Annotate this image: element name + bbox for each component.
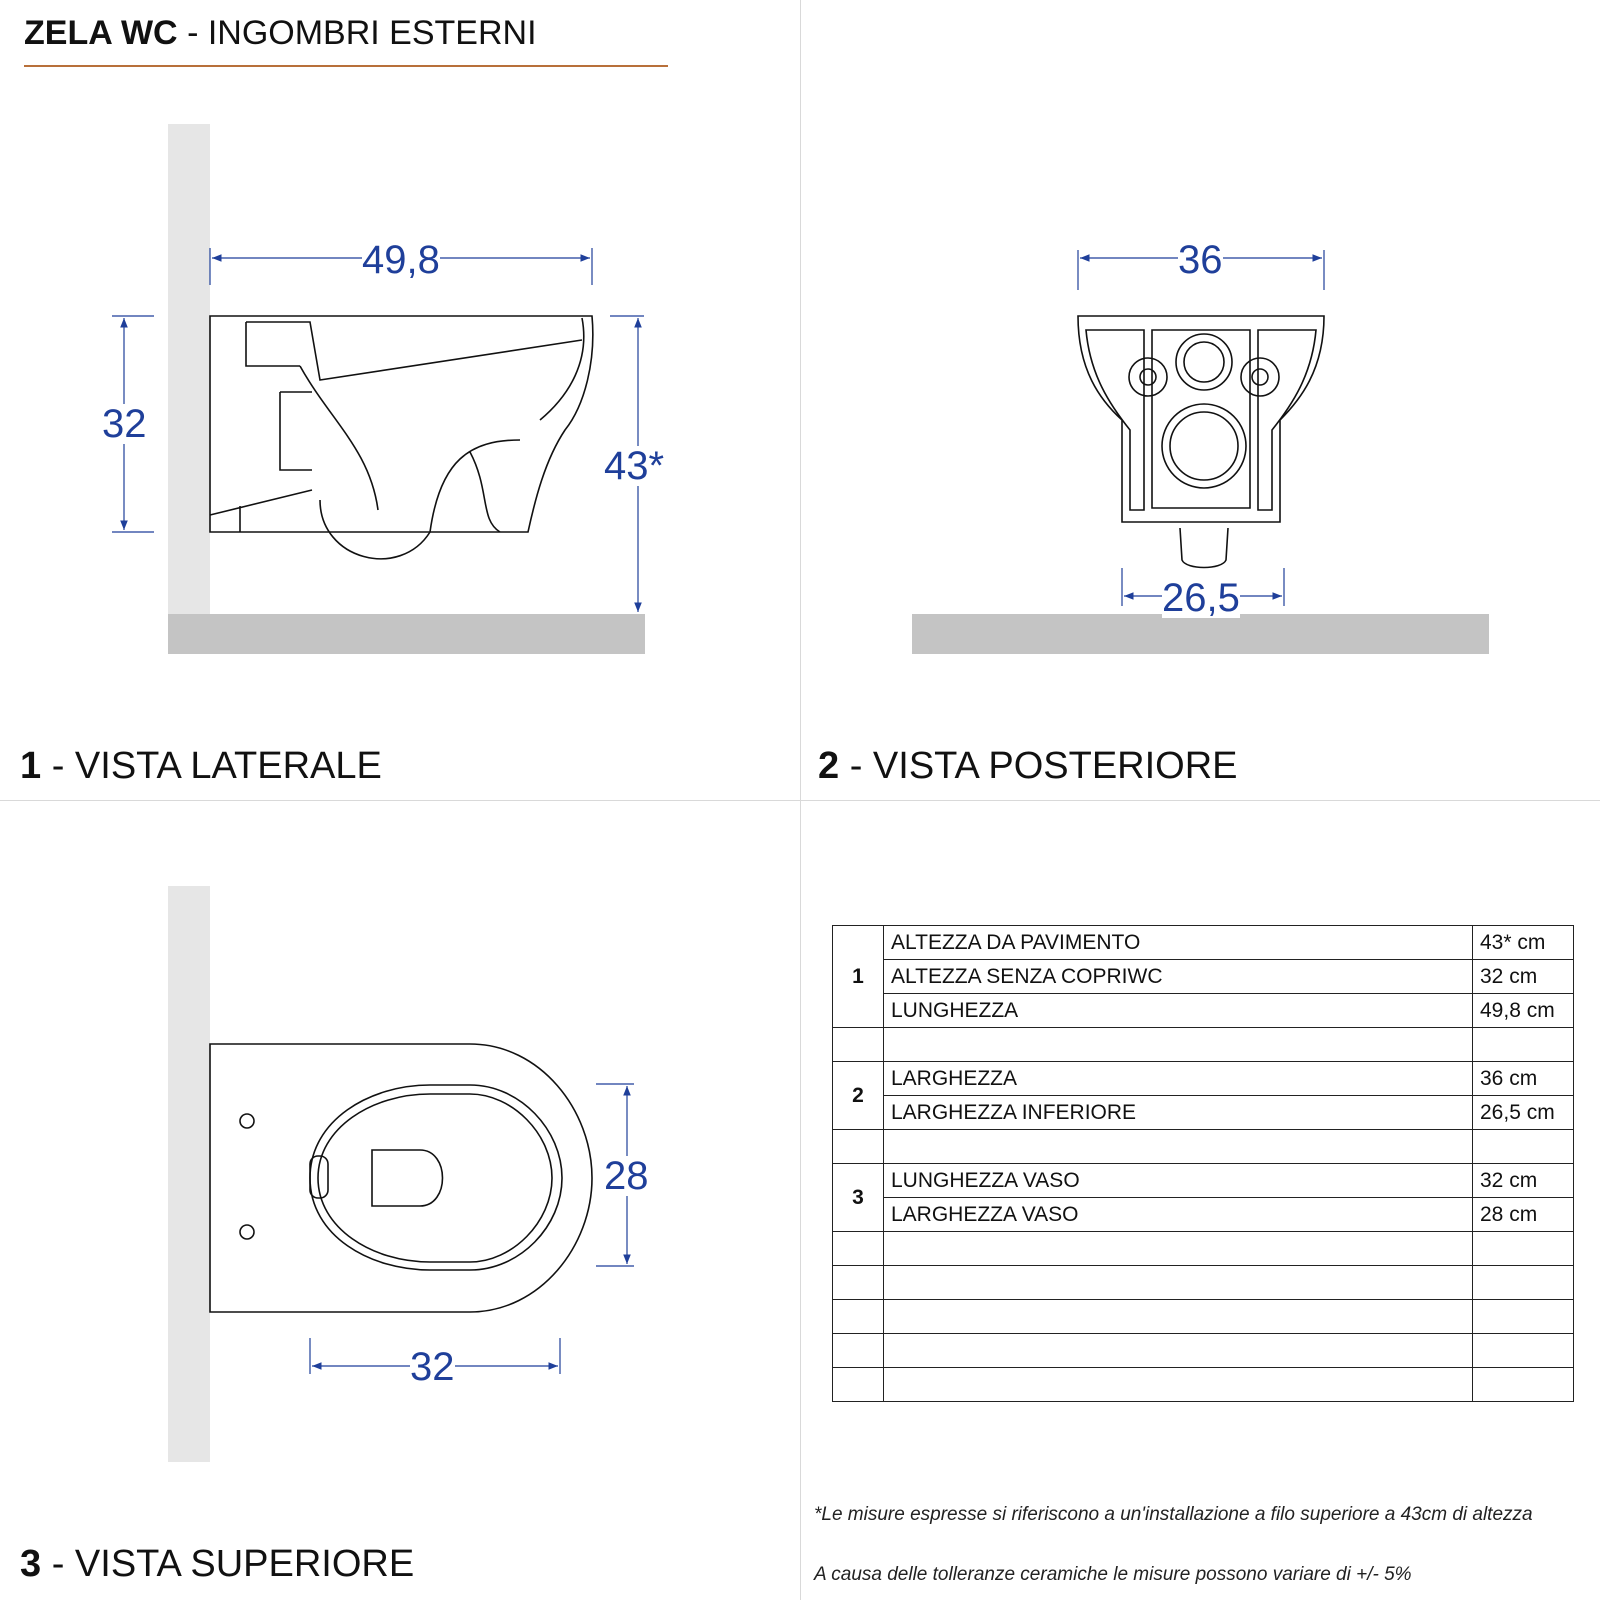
- view-title: - VISTA POSTERIORE: [849, 745, 1238, 787]
- table-row-empty: [833, 1130, 1574, 1164]
- table-cell-value: 28 cm: [1473, 1198, 1574, 1232]
- rear-outline: [1078, 316, 1324, 522]
- view-title: - VISTA LATERALE: [51, 745, 382, 787]
- table-row: [833, 1062, 1574, 1096]
- side-flange-upper: [246, 322, 300, 366]
- table-cell-value: 32 cm: [1473, 960, 1574, 994]
- top-bowl-rim: [310, 1085, 562, 1270]
- view-label-side: [20, 745, 382, 788]
- table-row: [833, 960, 1574, 994]
- table-row: [833, 1198, 1574, 1232]
- side-seat-line: [246, 322, 582, 380]
- table-group-number: 3: [833, 1164, 884, 1232]
- top-fixing-hole-lower: [240, 1225, 254, 1239]
- table-cell-value: 43* cm: [1473, 926, 1574, 960]
- side-bowl-outline: [210, 316, 593, 532]
- top-bowl-inner: [318, 1094, 552, 1262]
- side-flange-lower: [280, 392, 312, 470]
- dim-side-length: 49,8: [362, 238, 440, 282]
- top-bowl-outline: [210, 1044, 592, 1312]
- side-siphon: [300, 366, 378, 510]
- view-number: 2: [818, 745, 840, 787]
- product-name: ZELA WC: [24, 14, 178, 52]
- view-number: 3: [20, 1543, 42, 1585]
- side-floor: [168, 614, 645, 654]
- table-row-empty: [833, 1266, 1574, 1300]
- rear-drain-spout: [1180, 528, 1228, 568]
- table-row-empty: [833, 1300, 1574, 1334]
- table-row: [833, 1096, 1574, 1130]
- table-cell-label: ALTEZZA SENZA COPRIWC: [884, 960, 1473, 994]
- rear-drain-outlet: [1162, 404, 1246, 488]
- table-group-number: 1: [833, 926, 884, 1028]
- side-rim-curve: [470, 452, 500, 532]
- side-pipe: [320, 440, 520, 559]
- dim-top-width: 28: [604, 1154, 649, 1198]
- side-view: [112, 124, 645, 654]
- table-cell-value: 26,5 cm: [1473, 1096, 1574, 1130]
- table-cell-value: 49,8 cm: [1473, 994, 1574, 1028]
- table-cell-label: LARGHEZZA INFERIORE: [884, 1096, 1473, 1130]
- page-subtitle: - INGOMBRI ESTERNI: [187, 14, 537, 52]
- top-view: [168, 886, 634, 1462]
- table-row-empty: [833, 1232, 1574, 1266]
- dim-side-floor-height: 43*: [604, 444, 665, 488]
- side-base-line: [210, 490, 312, 532]
- dim-top-length: 32: [410, 1345, 455, 1389]
- view-label-top: [20, 1543, 414, 1586]
- table-cell-label: LUNGHEZZA VASO: [884, 1164, 1473, 1198]
- top-wall: [168, 886, 210, 1462]
- table-cell-value: 36 cm: [1473, 1062, 1574, 1096]
- table-cell-value: 32 cm: [1473, 1164, 1574, 1198]
- table-row-empty: [833, 1334, 1574, 1368]
- top-drain: [372, 1150, 443, 1206]
- side-wall: [168, 124, 210, 614]
- table-row-empty: [833, 1368, 1574, 1402]
- rear-fixing-hole-left: [1129, 358, 1167, 396]
- view-title: - VISTA SUPERIORE: [51, 1543, 415, 1585]
- table-group-number: 2: [833, 1062, 884, 1130]
- view-number: 1: [20, 745, 42, 787]
- table-row: [833, 1164, 1574, 1198]
- dim-rear-width: 36: [1178, 238, 1223, 282]
- table-row: [833, 994, 1574, 1028]
- dim-side-height: 32: [102, 402, 147, 446]
- rear-fixing-hole-right: [1241, 358, 1279, 396]
- table-cell-label: LARGHEZZA: [884, 1062, 1473, 1096]
- rear-inner-outline: [1086, 330, 1316, 510]
- table-cell-label: LUNGHEZZA: [884, 994, 1473, 1028]
- tolerance-note: A causa delle tolleranze ceramiche le misure possono variare di +/- 5%: [814, 1564, 1412, 1585]
- view-label-rear: [818, 745, 1238, 788]
- top-fixing-hole-upper: [240, 1114, 254, 1128]
- installation-note: *Le misure espresse si riferiscono a un'installazione a filo superiore a 43cm di altezza: [814, 1504, 1533, 1525]
- dimensions-table: [832, 925, 1574, 1402]
- side-inner-rim: [540, 318, 584, 420]
- dim-rear-bottom-width: 26,5: [1162, 576, 1240, 620]
- table-row-empty: [833, 1028, 1574, 1062]
- table-cell-label: ALTEZZA DA PAVIMENTO: [884, 926, 1473, 960]
- rear-floor: [912, 614, 1489, 654]
- table-cell-label: LARGHEZZA VASO: [884, 1198, 1473, 1232]
- table-row: [833, 926, 1574, 960]
